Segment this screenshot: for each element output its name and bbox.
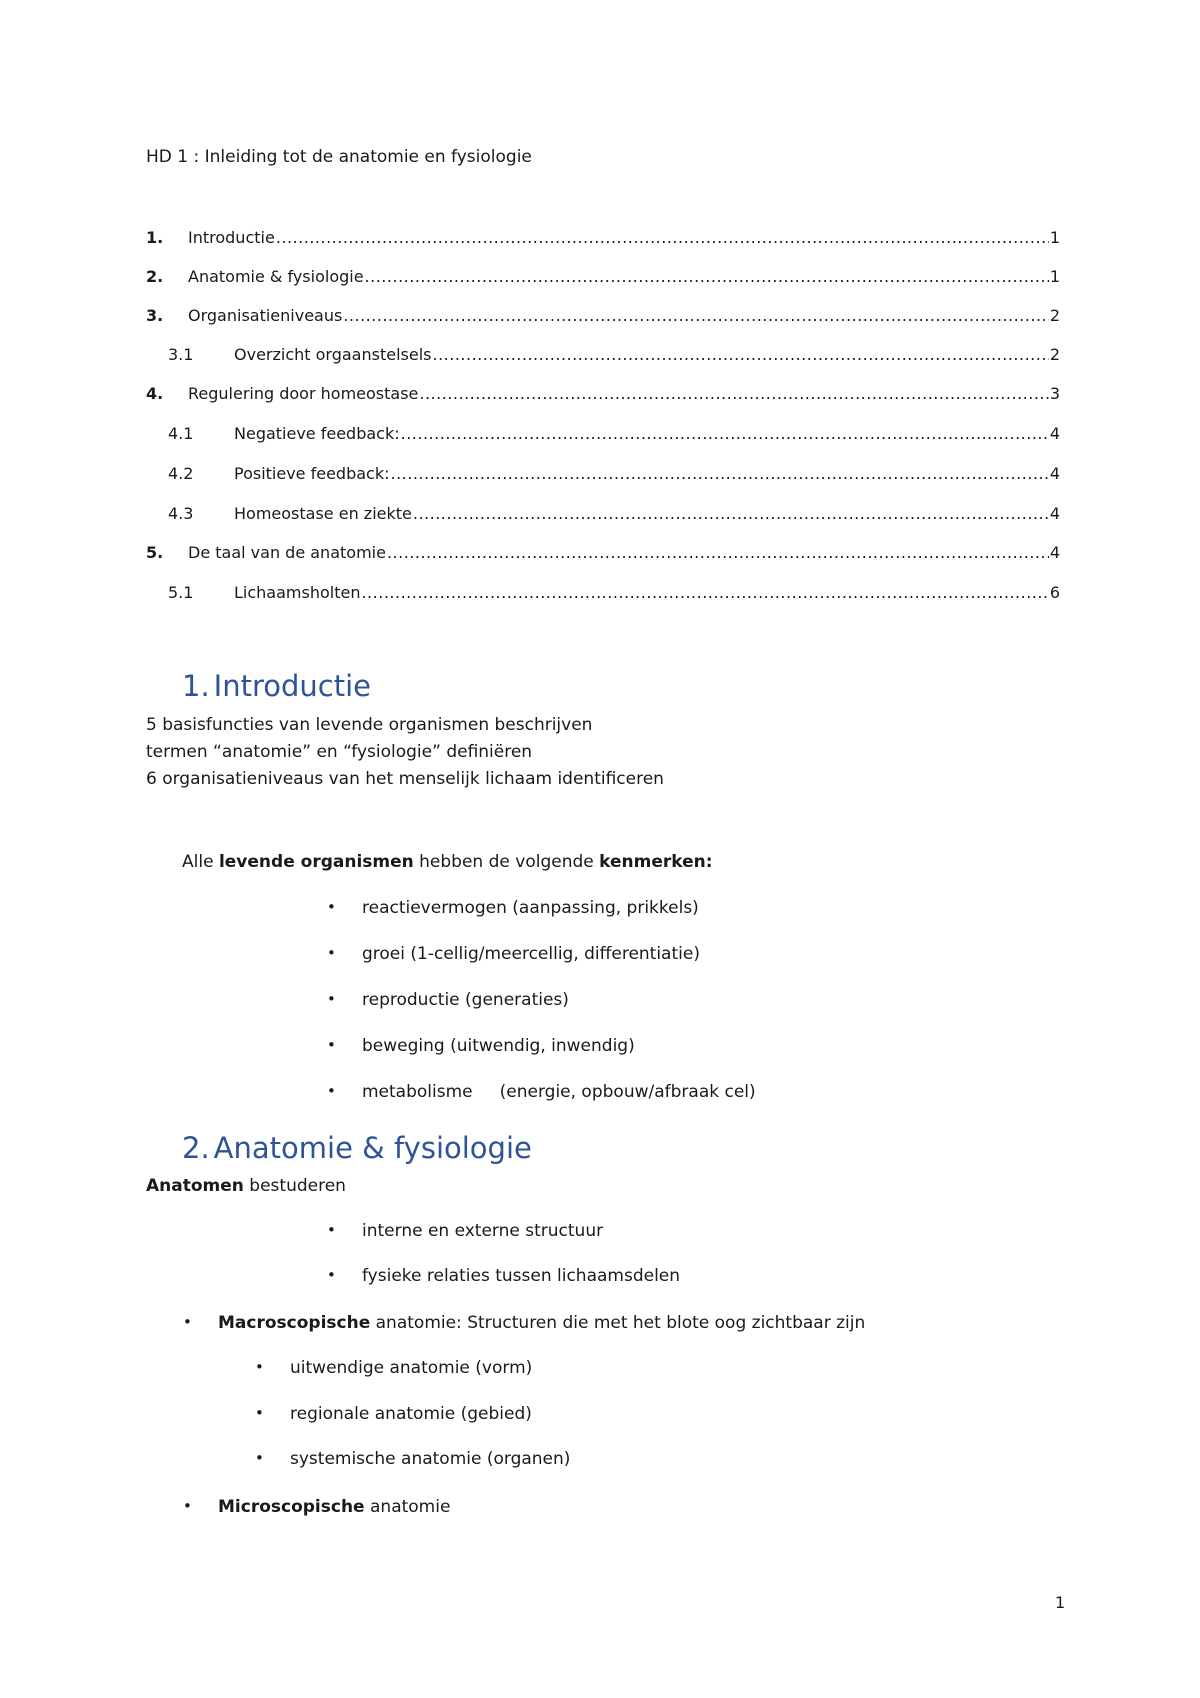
- toc-label: Regulering door homeostase: [188, 384, 419, 403]
- toc-page-number: 4: [1049, 543, 1060, 562]
- toc-entry[interactable]: [146, 228, 1060, 247]
- toc-number: 5.1: [168, 583, 194, 602]
- bullet-icon: •: [183, 1313, 192, 1331]
- bullet-icon: •: [255, 1358, 264, 1376]
- toc-page-number: 2: [1049, 345, 1060, 364]
- list-item: • groei (1-cellig/meercellig, differentiatie): [327, 944, 700, 964]
- bullet-icon: •: [327, 1036, 336, 1054]
- toc-label: Anatomie & fysiologie: [188, 267, 364, 286]
- toc-entry[interactable]: [168, 345, 1060, 364]
- toc-page-number: 4: [1049, 464, 1060, 483]
- toc-label: Introductie: [188, 228, 275, 247]
- toc-label: Organisatieniveaus: [188, 306, 343, 325]
- toc-number: 3.: [146, 306, 164, 325]
- page-number: 1: [1055, 1593, 1066, 1612]
- anatomists-intro: Anatomen bestuderen: [146, 1176, 346, 1196]
- list-item-macroscopic: • Macroscopische anatomie: Structuren die met het blote oog zichtbaar zijn: [183, 1313, 866, 1333]
- bullet-icon: •: [327, 1082, 336, 1100]
- toc-entry[interactable]: [168, 464, 1060, 483]
- bullet-icon: •: [327, 1266, 336, 1284]
- toc-entry[interactable]: [146, 543, 1060, 562]
- toc-number: 3.1: [168, 345, 194, 364]
- toc-label: Homeostase en ziekte: [234, 504, 412, 523]
- list-item-microscopic: • Microscopische anatomie: [183, 1497, 451, 1517]
- toc-page-number: 1: [1049, 228, 1060, 247]
- goal-line: termen “anatomie” en “fysiologie” definiëren: [146, 742, 533, 762]
- toc-page-number: 2: [1049, 306, 1060, 325]
- toc-page-number: 1: [1049, 267, 1060, 286]
- list-item: • beweging (uitwendig, inwendig): [327, 1036, 635, 1056]
- list-item: • uitwendige anatomie (vorm): [255, 1358, 533, 1378]
- toc-entry[interactable]: [146, 267, 1060, 286]
- toc-label: Overzicht orgaanstelsels: [234, 345, 432, 364]
- toc-number: 1.: [146, 228, 164, 247]
- list-item: • systemische anatomie (organen): [255, 1449, 571, 1469]
- bullet-icon: •: [327, 944, 336, 962]
- list-item: • reproductie (generaties): [327, 990, 569, 1010]
- toc-number: 2.: [146, 267, 164, 286]
- list-item: • reactievermogen (aanpassing, prikkels): [327, 898, 699, 918]
- toc-number: 4.: [146, 384, 164, 403]
- bullet-icon: •: [255, 1449, 264, 1467]
- section-title: Anatomie & fysiologie: [213, 1131, 532, 1165]
- bullet-icon: •: [327, 1221, 336, 1239]
- bullet-icon: •: [255, 1404, 264, 1422]
- toc-entry[interactable]: [146, 384, 1060, 403]
- characteristics-intro: Alle levende organismen hebben de volgende kenmerken:: [182, 852, 713, 872]
- toc-page-number: 4: [1049, 504, 1060, 523]
- toc-page-number: 6: [1049, 583, 1060, 602]
- toc-entry[interactable]: [168, 504, 1060, 523]
- toc-label: De taal van de anatomie: [188, 543, 386, 562]
- toc-number: 4.1: [168, 424, 194, 443]
- goal-line: 6 organisatieniveaus van het menselijk lichaam identificeren: [146, 769, 664, 789]
- bullet-icon: •: [327, 990, 336, 1008]
- document-title: HD 1 : Inleiding tot de anatomie en fysiologie: [146, 147, 532, 167]
- section-number: 2.: [182, 1131, 210, 1165]
- list-item: • metabolisme (energie, opbouw/afbraak cel): [327, 1082, 756, 1102]
- bullet-icon: •: [183, 1497, 192, 1515]
- toc-entry[interactable]: [168, 583, 1060, 602]
- toc-number: 4.2: [168, 464, 194, 483]
- section-title: Introductie: [213, 669, 372, 703]
- toc-page-number: 3: [1049, 384, 1060, 403]
- toc-label: Positieve feedback:: [234, 464, 390, 483]
- toc-label: Negatieve feedback:: [234, 424, 400, 443]
- list-item: • regionale anatomie (gebied): [255, 1404, 532, 1424]
- toc-label: Lichaamsholten: [234, 583, 361, 602]
- toc-number: 4.3: [168, 504, 194, 523]
- toc-entry[interactable]: [168, 424, 1060, 443]
- section-number: 1.: [182, 669, 210, 703]
- list-item: • fysieke relaties tussen lichaamsdelen: [327, 1266, 681, 1286]
- toc-entry[interactable]: [146, 306, 1060, 325]
- toc-page-number: 4: [1049, 424, 1060, 443]
- toc-number: 5.: [146, 543, 164, 562]
- goal-line: 5 basisfuncties van levende organismen beschrijven: [146, 715, 593, 735]
- section-2-heading: [182, 1131, 532, 1165]
- list-item: • interne en externe structuur: [327, 1221, 604, 1241]
- bullet-icon: •: [327, 898, 336, 916]
- section-1-heading: [182, 669, 371, 703]
